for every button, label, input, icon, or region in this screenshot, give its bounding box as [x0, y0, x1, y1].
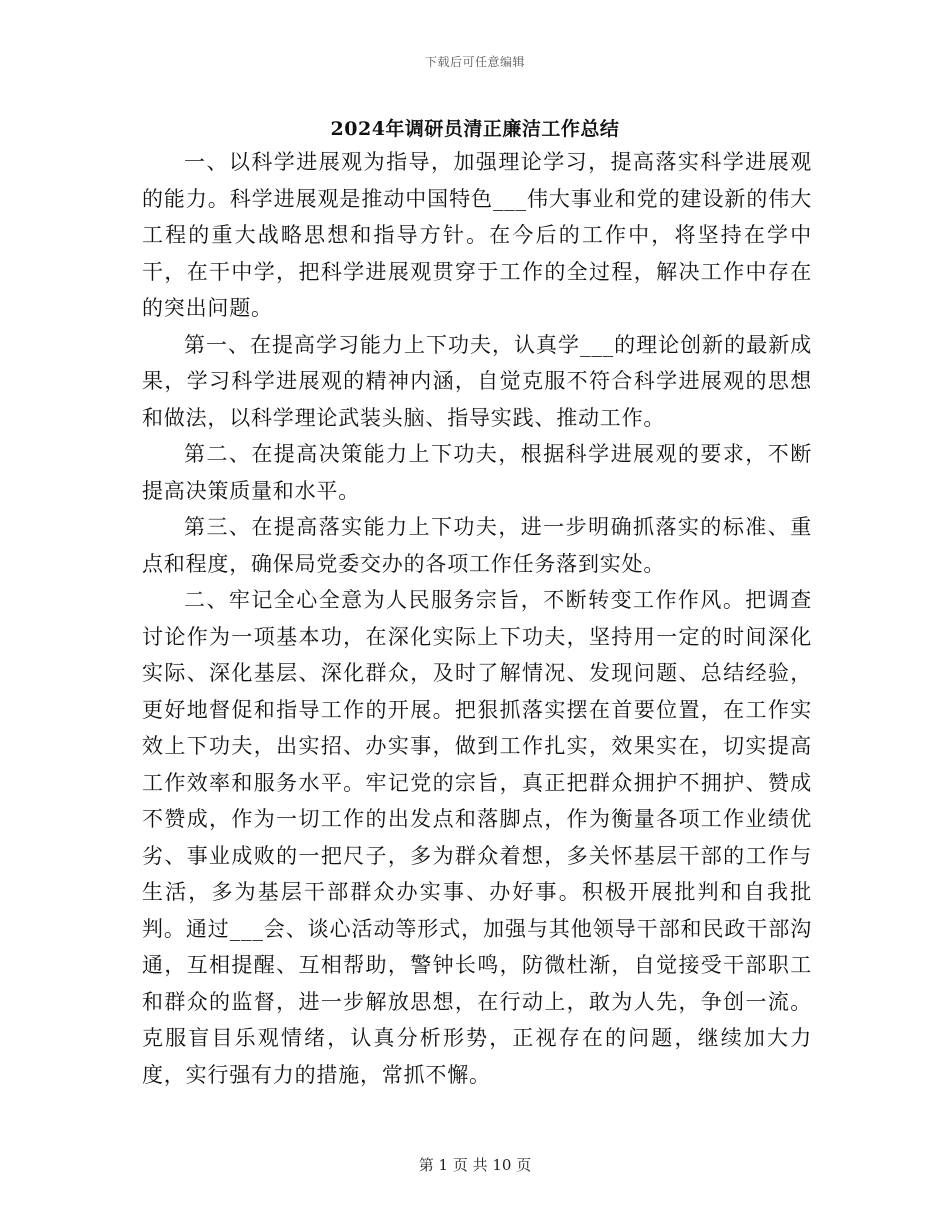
paragraph-point-second: 第二、在提高决策能力上下功夫，根据科学进展观的要求，不断提高决策质量和水平。 [142, 442, 812, 503]
paragraph-section-two: 二、牢记全心全意为人民服务宗旨，不断转变工作作风。把调查讨论作为一项基本功，在深化实际上下功夫，坚持用一定的时间深化实际、深化基层、深化群众，及时了解情况、发现问题、总结经验，更好地督促和指导工作的开展。把狠抓落实摆在首要位置，在工作实效上下功夫，出实招、办实事，做到工作扎实，效果实在，切实提高工作效率和服务水平。牢记党的宗旨，真正把群众拥护不拥护、赞成不赞成，作为一切工作的出发点和落脚点，作为衡量各项工作业绩优劣、事业成败的一把尺子，多为群众着想，多关怀基层干部的工作与生活，多为基层干部群众办实事、办好事。积极开展批判和自我批判。通过___会、谈心活动等形式，加强与其他领导干部和民政干部沟通，互相提醒、互相帮助，警钟长鸣，防微杜渐，自觉接受干部职工和群众的监督，进一步解放思想，在行动上，敢为人先，争创一流。克服盲目乐观情绪，认真分析形势，正视存在的问题，继续加大力度，实行强有力的措施，常抓不懈。 [142, 588, 812, 1087]
document-title: 2024年调研员清正廉洁工作总结 [330, 118, 620, 140]
page-header-note: 下载后可任意编辑 [424, 55, 525, 69]
paragraph-point-first: 第一、在提高学习能力上下功夫，认真学___的理论创新的最新成果，学习科学进展观的精神内涵，自觉克服不符合科学进展观的思想和做法，以科学理论武装头脑、指导实践、推动工作。 [142, 332, 812, 430]
paragraph-section-one: 一、以科学进展观为指导，加强理论学习，提高落实科学进展观的能力。科学进展观是推动中国特色___伟大事业和党的建设新的伟大工程的重大战略思想和指导方针。在今后的工作中，将坚持在学中干，在干中学，把科学进展观贯穿于工作的全过程，解决工作中存在的突出问题。 [142, 150, 812, 320]
document-body [142, 144, 812, 1093]
page-number-footer: 第 1 页 共 10 页 [418, 1156, 532, 1174]
paragraph-point-third: 第三、在提高落实能力上下功夫，进一步明确抓落实的标准、重点和程度，确保局党委交办的各项工作任务落到实处。 [142, 515, 812, 576]
